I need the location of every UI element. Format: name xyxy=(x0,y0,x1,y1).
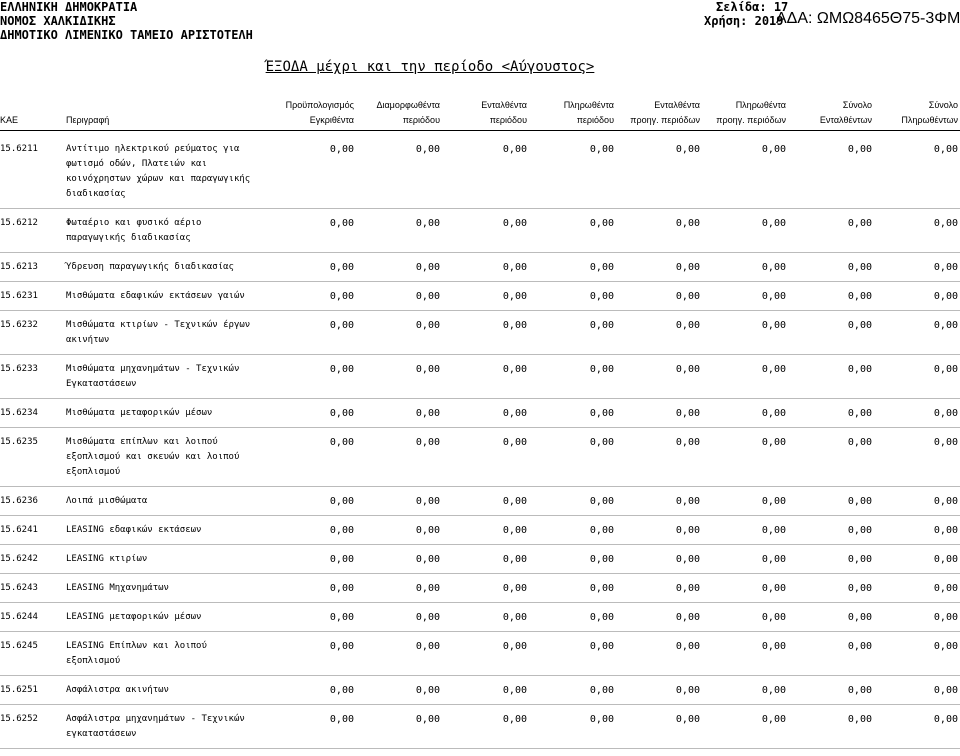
row-value: 0,00 xyxy=(502,714,527,725)
row-description: LEASING κτιρίων xyxy=(66,554,148,564)
ada-stamp: ΑΔΑ: ΩΜΩ8465Θ75-3ΦΜ xyxy=(776,10,960,27)
row-value: 0,00 xyxy=(589,320,614,331)
report-title-text: ΈΞΟΔΑ μέχρι και την περίοδο <Αύγουστος> xyxy=(265,59,595,75)
table-row xyxy=(0,581,960,603)
row-kae: 15.6231 xyxy=(0,291,38,301)
row-value: 0,00 xyxy=(502,320,527,331)
row-value: 0,00 xyxy=(329,364,354,375)
row-value: 0,00 xyxy=(675,525,700,536)
row-value: 0,00 xyxy=(847,612,872,623)
row-value: 0,00 xyxy=(502,554,527,565)
row-value: 0,00 xyxy=(933,685,958,696)
row-value: 0,00 xyxy=(589,437,614,448)
row-value: 0,00 xyxy=(847,437,872,448)
row-kae: 15.6236 xyxy=(0,496,38,506)
table-row xyxy=(0,683,960,705)
page-label: Σελίδα: xyxy=(716,0,767,14)
row-value: 0,00 xyxy=(589,714,614,725)
row-value: 0,00 xyxy=(847,714,872,725)
row-value: 0,00 xyxy=(589,612,614,623)
organization-header xyxy=(0,0,253,42)
row-value: 0,00 xyxy=(415,641,440,652)
row-description: Ασφάλιστρα ακινήτων xyxy=(66,685,169,695)
row-value: 0,00 xyxy=(329,437,354,448)
col-paid-prev-bottom: προηγ. περιόδων xyxy=(716,115,786,125)
table-row xyxy=(0,406,960,428)
row-value: 0,00 xyxy=(502,218,527,229)
row-value: 0,00 xyxy=(415,612,440,623)
row-description: Αντίτιμο ηλεκτρικού ρεύματος για φωτισμό οδών, Πλατειών και κοινόχρηστων χώρων και παραγωγικής διαδικασίας xyxy=(66,144,251,199)
row-value: 0,00 xyxy=(329,218,354,229)
row-value: 0,00 xyxy=(502,583,527,594)
row-value: 0,00 xyxy=(589,364,614,375)
row-value: 0,00 xyxy=(847,583,872,594)
row-value: 0,00 xyxy=(329,685,354,696)
col-total-ordered-top: Σύνολο xyxy=(842,100,872,110)
row-value: 0,00 xyxy=(847,144,872,155)
row-value: 0,00 xyxy=(933,583,958,594)
row-value: 0,00 xyxy=(933,291,958,302)
row-value: 0,00 xyxy=(761,583,786,594)
row-value: 0,00 xyxy=(415,685,440,696)
report-title xyxy=(0,58,860,76)
table-row xyxy=(0,216,960,253)
row-value: 0,00 xyxy=(329,612,354,623)
row-value: 0,00 xyxy=(847,554,872,565)
row-value: 0,00 xyxy=(502,291,527,302)
row-description: LEASING εδαφικών εκτάσεων xyxy=(66,525,202,535)
row-value: 0,00 xyxy=(847,218,872,229)
row-value: 0,00 xyxy=(933,525,958,536)
row-description: Ασφάλιστρα μηχανημάτων - Τεχνικών εγκαταστάσεων xyxy=(66,714,245,739)
row-kae: 15.6233 xyxy=(0,364,38,374)
row-value: 0,00 xyxy=(329,144,354,155)
row-value: 0,00 xyxy=(761,641,786,652)
table-row xyxy=(0,552,960,574)
page-number: 17 xyxy=(773,0,789,14)
col-ordered-prev-top: Ενταλθέντα xyxy=(654,100,700,110)
row-value: 0,00 xyxy=(761,364,786,375)
row-value: 0,00 xyxy=(933,320,958,331)
row-value: 0,00 xyxy=(847,291,872,302)
expense-table xyxy=(0,142,960,756)
row-kae: 15.6212 xyxy=(0,218,38,228)
row-kae: 15.6245 xyxy=(0,641,38,651)
row-value: 0,00 xyxy=(761,320,786,331)
row-value: 0,00 xyxy=(329,408,354,419)
row-value: 0,00 xyxy=(675,685,700,696)
row-kae: 15.6243 xyxy=(0,583,38,593)
row-value: 0,00 xyxy=(589,685,614,696)
col-paid-bottom: περιόδου xyxy=(576,115,614,125)
table-row xyxy=(0,494,960,516)
row-kae: 15.6232 xyxy=(0,320,38,330)
row-value: 0,00 xyxy=(675,641,700,652)
row-value: 0,00 xyxy=(415,218,440,229)
row-value: 0,00 xyxy=(761,496,786,507)
row-value: 0,00 xyxy=(675,583,700,594)
row-value: 0,00 xyxy=(675,496,700,507)
org-line-2: ΝΟΜΟΣ ΧΑΛΚΙΔΙΚΗΣ xyxy=(0,14,116,28)
row-kae: 15.6235 xyxy=(0,437,38,447)
row-value: 0,00 xyxy=(589,262,614,273)
row-description: Μισθώματα εδαφικών εκτάσεων γαιών xyxy=(66,291,245,301)
row-value: 0,00 xyxy=(675,218,700,229)
col-formed-top: Διαμορφωθέντα xyxy=(376,100,440,110)
row-value: 0,00 xyxy=(675,437,700,448)
year-label: Χρήση: xyxy=(704,14,748,28)
row-value: 0,00 xyxy=(933,408,958,419)
row-value: 0,00 xyxy=(329,554,354,565)
row-value: 0,00 xyxy=(329,525,354,536)
col-paid-top: Πληρωθέντα xyxy=(563,100,614,110)
page-info xyxy=(704,0,960,28)
row-value: 0,00 xyxy=(675,291,700,302)
row-value: 0,00 xyxy=(847,685,872,696)
row-value: 0,00 xyxy=(502,262,527,273)
row-value: 0,00 xyxy=(675,714,700,725)
row-value: 0,00 xyxy=(589,554,614,565)
row-value: 0,00 xyxy=(933,612,958,623)
col-budget-top: Προϋπολογισμός xyxy=(285,100,354,110)
table-row xyxy=(0,362,960,399)
row-value: 0,00 xyxy=(502,641,527,652)
year-value: 2019 xyxy=(754,14,784,28)
row-value: 0,00 xyxy=(933,218,958,229)
row-value: 0,00 xyxy=(329,714,354,725)
row-value: 0,00 xyxy=(675,144,700,155)
row-value: 0,00 xyxy=(502,612,527,623)
row-description: LEASING Μηχανημάτων xyxy=(66,583,169,593)
row-value: 0,00 xyxy=(761,714,786,725)
table-row xyxy=(0,142,960,209)
row-value: 0,00 xyxy=(589,641,614,652)
row-value: 0,00 xyxy=(415,714,440,725)
row-value: 0,00 xyxy=(329,262,354,273)
row-value: 0,00 xyxy=(589,525,614,536)
row-value: 0,00 xyxy=(933,714,958,725)
row-value: 0,00 xyxy=(675,612,700,623)
row-value: 0,00 xyxy=(502,364,527,375)
row-value: 0,00 xyxy=(847,496,872,507)
row-value: 0,00 xyxy=(933,144,958,155)
row-description: Φωταέριο και φυσικό αέριο παραγωγικής διαδικασίας xyxy=(66,218,202,243)
row-kae: 15.6242 xyxy=(0,554,38,564)
row-value: 0,00 xyxy=(415,496,440,507)
table-row xyxy=(0,318,960,355)
row-value: 0,00 xyxy=(675,320,700,331)
col-ordered-bottom: περιόδου xyxy=(489,115,527,125)
row-value: 0,00 xyxy=(933,437,958,448)
table-row xyxy=(0,523,960,545)
row-value: 0,00 xyxy=(589,218,614,229)
row-value: 0,00 xyxy=(502,408,527,419)
col-paid-prev-top: Πληρωθέντα xyxy=(735,100,786,110)
row-value: 0,00 xyxy=(761,612,786,623)
col-desc: Περιγραφή xyxy=(66,115,110,125)
row-description: Μισθώματα κτιρίων - Τεχνικών έργων ακινήτων xyxy=(66,320,251,345)
col-formed-bottom: περιόδου xyxy=(402,115,440,125)
row-value: 0,00 xyxy=(329,583,354,594)
row-description: Ύδρευση παραγωγικής διαδικασίας xyxy=(66,262,234,272)
row-value: 0,00 xyxy=(502,525,527,536)
row-value: 0,00 xyxy=(847,364,872,375)
row-value: 0,00 xyxy=(329,496,354,507)
row-value: 0,00 xyxy=(415,364,440,375)
row-description: Μισθώματα μεταφορικών μέσων xyxy=(66,408,213,418)
org-line-1: ΕΛΛΗΝΙΚΗ ΔΗΜΟΚΡΑΤΙΑ xyxy=(0,0,138,14)
row-value: 0,00 xyxy=(761,262,786,273)
table-row xyxy=(0,712,960,749)
row-value: 0,00 xyxy=(415,262,440,273)
row-value: 0,00 xyxy=(847,408,872,419)
row-value: 0,00 xyxy=(329,641,354,652)
col-total-paid-bottom: Πληρωθέντων xyxy=(901,115,958,125)
org-line-3: ΔΗΜΟΤΙΚΟ ΛΙΜΕΝΙΚΟ ΤΑΜΕΙΟ ΑΡΙΣΤΟΤΕΛΗ xyxy=(0,28,253,42)
row-value: 0,00 xyxy=(933,364,958,375)
row-kae: 15.6211 xyxy=(0,144,38,154)
row-value: 0,00 xyxy=(847,525,872,536)
row-value: 0,00 xyxy=(933,554,958,565)
row-kae: 15.6244 xyxy=(0,612,38,622)
table-row xyxy=(0,610,960,632)
row-kae: 15.6234 xyxy=(0,408,38,418)
row-value: 0,00 xyxy=(589,144,614,155)
row-kae: 15.6252 xyxy=(0,714,38,724)
row-value: 0,00 xyxy=(761,685,786,696)
row-value: 0,00 xyxy=(502,496,527,507)
row-value: 0,00 xyxy=(415,144,440,155)
row-value: 0,00 xyxy=(675,262,700,273)
table-row xyxy=(0,260,960,282)
row-value: 0,00 xyxy=(761,291,786,302)
row-description: Μισθώματα μηχανημάτων - Τεχνικών Εγκαταστάσεων xyxy=(66,364,240,389)
col-ordered-prev-bottom: προηγ. περιόδων xyxy=(630,115,700,125)
row-value: 0,00 xyxy=(761,408,786,419)
table-row xyxy=(0,639,960,676)
row-value: 0,00 xyxy=(761,144,786,155)
row-description: LEASING μεταφορικών μέσων xyxy=(66,612,202,622)
table-row xyxy=(0,435,960,487)
col-kae: ΚΑΕ xyxy=(0,115,19,125)
row-value: 0,00 xyxy=(933,496,958,507)
row-value: 0,00 xyxy=(415,525,440,536)
header-divider xyxy=(0,130,960,131)
row-value: 0,00 xyxy=(847,641,872,652)
col-total-paid-top: Σύνολο xyxy=(928,100,958,110)
row-value: 0,00 xyxy=(761,554,786,565)
row-value: 0,00 xyxy=(502,685,527,696)
row-value: 0,00 xyxy=(502,144,527,155)
col-ordered-top: Ενταλθέντα xyxy=(481,100,527,110)
row-value: 0,00 xyxy=(589,583,614,594)
row-value: 0,00 xyxy=(675,364,700,375)
row-value: 0,00 xyxy=(589,408,614,419)
row-description: Λοιπά μισθώματα xyxy=(66,496,148,506)
row-value: 0,00 xyxy=(933,641,958,652)
row-value: 0,00 xyxy=(589,496,614,507)
row-value: 0,00 xyxy=(589,291,614,302)
row-value: 0,00 xyxy=(415,320,440,331)
row-value: 0,00 xyxy=(329,291,354,302)
row-value: 0,00 xyxy=(675,554,700,565)
row-value: 0,00 xyxy=(415,583,440,594)
row-kae: 15.6213 xyxy=(0,262,38,272)
row-kae: 15.6241 xyxy=(0,525,38,535)
row-value: 0,00 xyxy=(847,262,872,273)
row-description: LEASING Επίπλων και λοιπού εξοπλισμού xyxy=(66,641,207,666)
row-value: 0,00 xyxy=(415,408,440,419)
row-value: 0,00 xyxy=(761,437,786,448)
row-description: Μισθώματα επίπλων και λοιπού εξοπλισμού και σκευών και λοιπού εξοπλισμού xyxy=(66,437,240,477)
row-value: 0,00 xyxy=(847,320,872,331)
row-value: 0,00 xyxy=(761,218,786,229)
row-value: 0,00 xyxy=(675,408,700,419)
col-budget-bottom: Εγκριθέντα xyxy=(309,115,354,125)
row-value: 0,00 xyxy=(502,437,527,448)
row-value: 0,00 xyxy=(415,291,440,302)
row-kae: 15.6251 xyxy=(0,685,38,695)
row-value: 0,00 xyxy=(415,437,440,448)
row-value: 0,00 xyxy=(933,262,958,273)
table-row xyxy=(0,289,960,311)
row-value: 0,00 xyxy=(329,320,354,331)
col-total-ordered-bottom: Ενταλθέντων xyxy=(819,115,872,125)
row-value: 0,00 xyxy=(761,525,786,536)
row-value: 0,00 xyxy=(415,554,440,565)
